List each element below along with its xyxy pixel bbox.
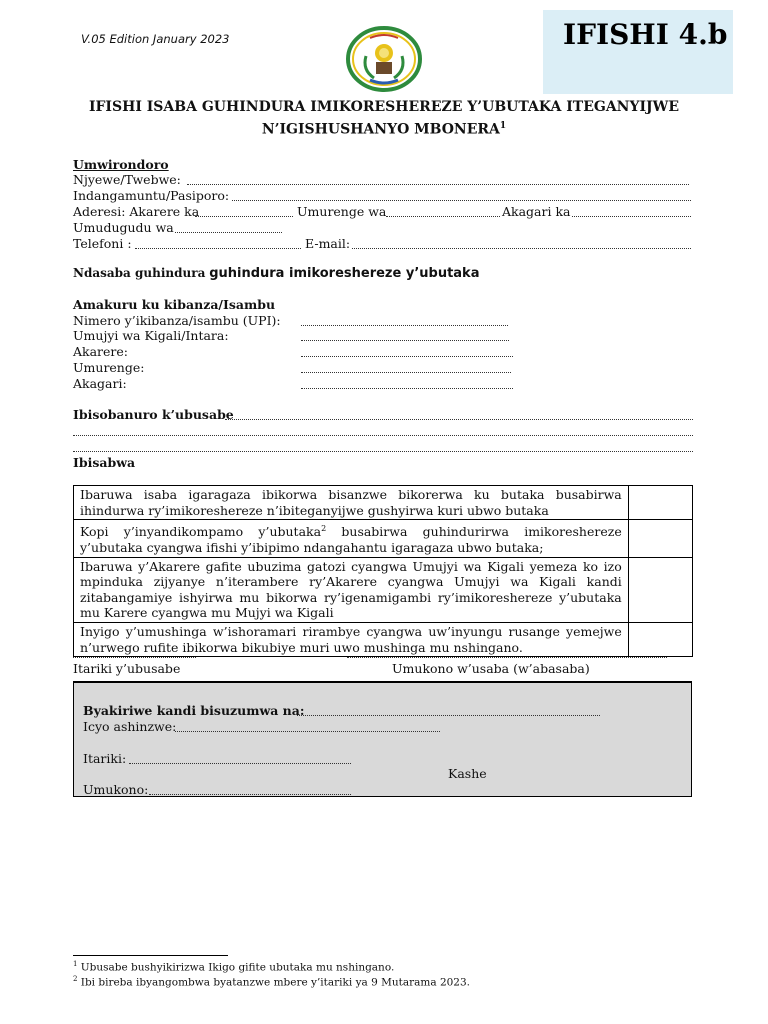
title-line-1: IFISHI ISABA GUHINDURA IMIKORESHEREZE Y’UBUTAKA ITEGANYIJWE [88,99,680,115]
attachment-check[interactable] [628,520,692,557]
title-line-2: N’IGISHUSHANYO MBONERA$^1$ [261,121,507,138]
parcel-sector-label: Umurenge: [73,360,145,375]
name-field[interactable] [187,184,689,185]
reason-field-2[interactable] [73,435,693,436]
page-title [60,98,708,140]
parcel-district-field[interactable] [301,356,513,357]
table-row [74,557,693,622]
parcel-upi-field[interactable] [301,325,508,326]
stamp-label: Kashe [448,766,487,781]
received-field[interactable] [297,715,600,716]
parcel-sector-field[interactable] [301,372,511,373]
footnote-1: $^1$ Ubusabe bushyikirizwa Ikigo gifite ubutaka mu nshingano. [73,960,395,974]
attachment-check[interactable] [628,557,692,622]
parcel-upi-label: Nimero y’ikibanza/isambu (UPI): [73,313,281,328]
cell-field[interactable] [572,216,691,217]
request-prefix: Ndasaba guhindura [73,266,206,280]
parcel-heading: Amakuru ku kibanza/Isambu [73,297,276,312]
table-row [74,486,693,520]
attachment-check[interactable] [628,486,692,520]
district-label: Aderesi: Akarere ka [73,204,200,219]
footnote-divider [73,955,228,956]
email-field[interactable] [352,248,691,249]
remark-label: Icyo ashinzwe: [83,719,177,734]
form-code-box [543,10,733,94]
review-date-field[interactable] [129,763,351,764]
attachment-desc: Ibaruwa y’Akarere gafite ubuzima gatozi cyangwa Umujyi wa Kigali yemeza ko izo mpinduka zijyanye n’iterambere ry’Akarere cyangwa Umujyi wa Kigali kandi zitabangamiye ishyirwa mu bikorwa ry’igenamigambi ry’imikoreshereze y’ubutaka mu Karere cyangwa mu Mujyi wa Kigali [74,557,629,622]
review-box [73,681,692,797]
parcel-province-field[interactable] [301,340,509,341]
name-label: Njyewe/Twebwe: [73,172,181,187]
request-line [73,266,479,281]
sector-label: Umurenge wa [297,204,387,219]
attachment-desc: Inyigo y’umushinga w’ishoramari rirambye cyangwa uw’inyungu rusange yemejwe n’urwego rufite ibikorwa bikubiye muri uwo mushinga mu nshingano. [74,622,629,656]
received-label: Byakiriwe kandi bisuzumwa na: [83,703,305,718]
signature-field[interactable] [347,657,667,658]
reason-field-3[interactable] [73,451,693,452]
attachments-table [73,485,693,657]
attachment-desc: Kopi y’inyandikompamo y’ubutaka$^2$ busabirwa guhindurirwa imikoreshereze y’ubutaka cyangwa ifishi y’ibipimo ndangahantu igaragaza ubwo butaka; [74,520,629,557]
review-sign-label: Umukono: [83,782,149,797]
version-label: V.05 Edition January 2023 [81,32,230,46]
date-label: Itariki y’ubusabe [73,661,181,676]
district-field[interactable] [195,216,293,217]
village-label: Umudugudu wa [73,220,174,235]
national-emblem-icon [344,26,424,92]
sector-field[interactable] [386,216,500,217]
profile-heading: Umwirondoro [73,157,169,172]
phone-field[interactable] [135,248,301,249]
footnote-2: $^2$ Ibi bireba ibyangombwa byatanzwe mbere y’itariki ya 9 Mutarama 2023. [73,975,471,989]
attachment-desc: Ibaruwa isaba igaragaza ibikorwa bisanzwe bikorerwa ku butaka busabirwa ihindurwa ry’imikoreshereze n’ibiteganyijwe gushyirwa kuri ubwo butaka [74,486,629,520]
parcel-district-label: Akarere: [73,344,129,359]
id-field[interactable] [232,200,691,201]
date-field[interactable] [73,657,196,658]
parcel-province-label: Umujyi wa Kigali/Intara: [73,328,229,343]
review-date-label: Itariki: [83,751,127,766]
phone-label: Telefoni : [73,236,132,251]
table-row [74,622,693,656]
village-field[interactable] [175,232,282,233]
parcel-cell-label: Akagari: [73,376,127,391]
form-code: IFISHI 4.b [563,18,728,51]
table-row [74,520,693,557]
remark-field[interactable] [175,731,440,732]
id-label: Indangamuntu/Pasiporo: [73,188,230,203]
cell-label: Akagari ka [502,204,571,219]
parcel-cell-field[interactable] [301,388,513,389]
signature-label: Umukono w’usaba (w’abasaba) [392,661,590,676]
reason-field-1[interactable] [225,419,693,420]
attachment-check[interactable] [628,622,692,656]
review-sign-field[interactable] [149,794,351,795]
request-emphasis: guhindura imikoreshereze y’ubutaka [209,266,480,281]
email-label: E-mail: [305,236,351,251]
attachments-heading: Ibisabwa [73,455,136,470]
reason-label: Ibisobanuro k’ubusabe [73,407,234,422]
